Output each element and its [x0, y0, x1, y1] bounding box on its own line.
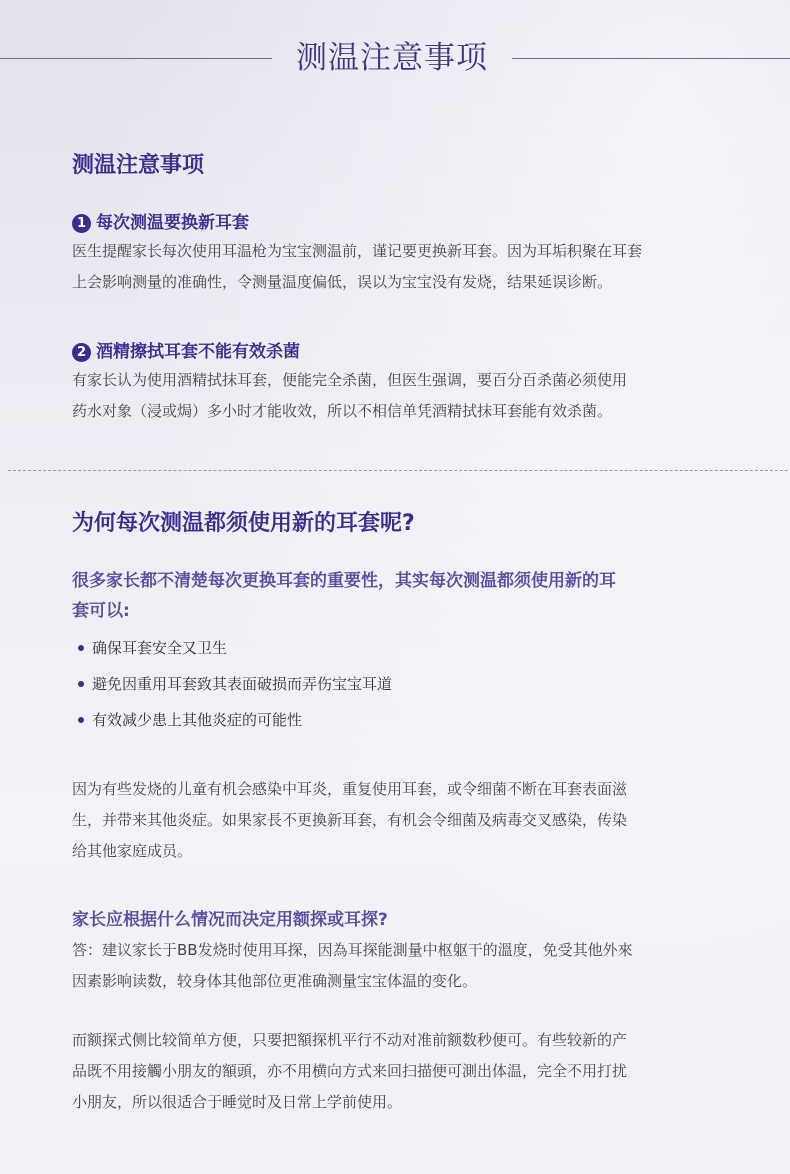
closing-line-2: 品既不用接觸小朋友的額頭，亦不用横向方式来回扫描便可測出体温，完全不用打扰 — [72, 1062, 628, 1080]
list-item — [72, 666, 722, 702]
lead-line-2: 套可以: — [72, 601, 130, 621]
notice-item-2-line-2: 药水对象（浸或焗）多小时才能收效，所以不相信单凭酒精拭抹耳套能有效杀菌。 — [72, 402, 613, 420]
banner — [0, 28, 790, 88]
closing-line-1: 而额探式侧比较简单方便，只要把額探机平行不动对准前额数秒便可。有些较新的产 — [72, 1031, 628, 1049]
number-badge-icon: 1 — [72, 214, 91, 233]
banner-line-right — [512, 58, 790, 59]
faq-answer-line-2: 因素影响读数，较身体其他部位更准确测量宝宝体温的变化。 — [72, 972, 478, 990]
faq-question: 家长应根据什么情况而决定用额探或耳探? — [72, 910, 388, 930]
paragraph-line-1: 因为有些发烧的儿童有机会感染中耳炎，重复使用耳套，或令细菌不断在耳套表面滋 — [72, 780, 628, 798]
paragraph-line-3: 给其他家庭成员。 — [72, 842, 193, 860]
notice-item-2-title-text: 酒精擦拭耳套不能有效杀菌 — [96, 342, 300, 362]
list-item-text: 确保耳套安全又卫生 — [92, 639, 228, 657]
list-item — [72, 630, 722, 666]
section-2 — [72, 508, 722, 1118]
bullet-dot-icon — [78, 717, 84, 723]
list-item-text: 避免因重用耳套致其表面破损而弄伤宝宝耳道 — [92, 675, 393, 693]
notice-item-2-line-1: 有家长认为使用酒精拭抹耳套，便能完全杀菌，但医生强调，要百分百杀菌必须使用 — [72, 371, 628, 389]
notice-item-2-title — [72, 339, 722, 365]
faq-answer-line-1: 答：建议家长于BB发烧时使用耳探，因為耳探能測量中枢躯干的溫度，免受其他外來 — [72, 941, 633, 959]
list-item-text: 有效减少患上其他炎症的可能性 — [92, 711, 303, 729]
notice-item-1-title-text: 每次测温要换新耳套 — [96, 213, 249, 233]
bullet-dot-icon — [78, 645, 84, 651]
benefit-list — [72, 630, 722, 738]
banner-line-left — [0, 58, 272, 59]
closing-paragraph — [72, 1025, 722, 1118]
notice-item-1-line-1: 医生提醒家长每次使用耳温枪为宝宝测温前，谨记要更换新耳套。因为耳垢积聚在耳套 — [72, 242, 643, 260]
notice-item-1-line-2: 上会影响测量的准确性，令测量温度偏低，误以为宝宝没有发烧，结果延误诊断。 — [72, 273, 613, 291]
section-1 — [72, 150, 722, 427]
list-item — [72, 702, 722, 738]
closing-line-3: 小朋友，所以很适合于睡觉时及日常上学前使用。 — [72, 1093, 403, 1111]
lead-line-1: 很多家长都不清楚每次更换耳套的重要性，其实每次测温都须使用新的耳 — [72, 571, 616, 591]
dashed-divider — [8, 470, 788, 471]
section-1-heading: 测温注意事项 — [72, 153, 205, 178]
notice-item-1-title — [72, 210, 722, 236]
bullet-dot-icon — [78, 681, 84, 687]
notice-item-1 — [72, 210, 722, 298]
number-badge-icon: 2 — [72, 343, 91, 362]
section-2-paragraph — [72, 774, 722, 867]
section-2-lead — [72, 566, 722, 626]
faq-block — [72, 905, 722, 997]
section-2-heading: 为何每次测温都须使用新的耳套呢? — [72, 511, 415, 536]
paragraph-line-2: 生，并带来其他炎症。如果家長不更換新耳套，有机会令细菌及病毒交叉感染，传染 — [72, 811, 628, 829]
notice-item-2 — [72, 339, 722, 427]
banner-title: 测温注意事项 — [296, 40, 488, 76]
